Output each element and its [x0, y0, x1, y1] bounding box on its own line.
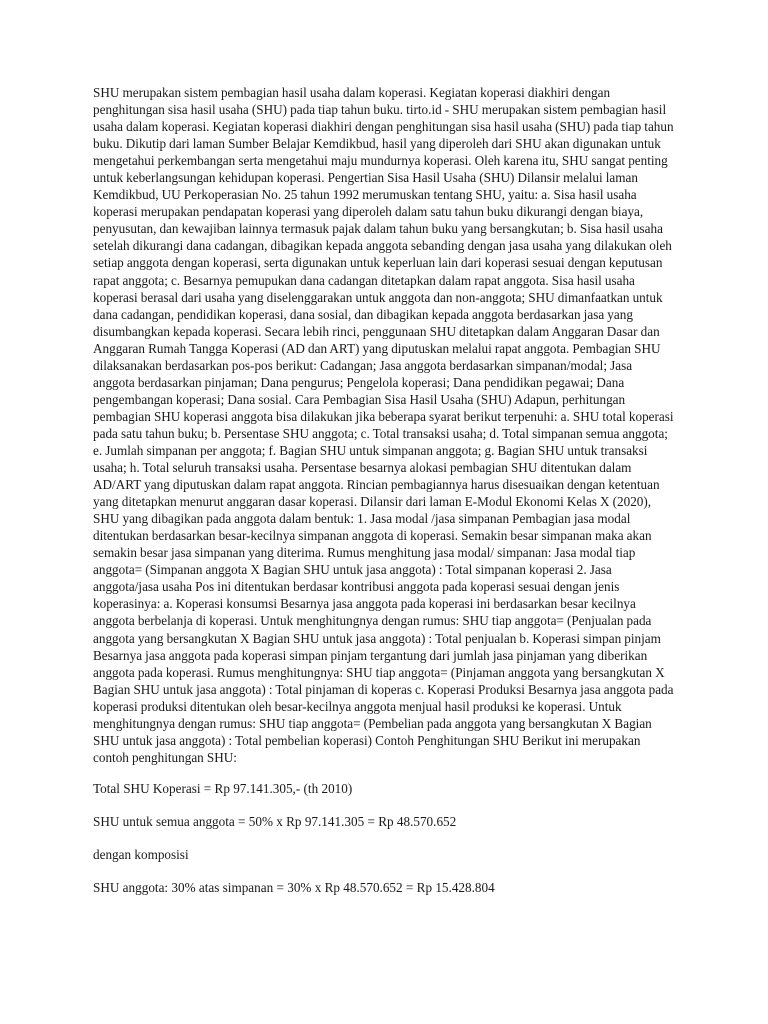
calc-shu-semua-anggota: SHU untuk semua anggota = 50% x Rp 97.141.305 = Rp 48.570.652: [93, 813, 457, 829]
body-paragraph: SHU merupakan sistem pembagian hasil usaha dalam koperasi. Kegiatan koperasi diakhiri dengan penghitungan sisa hasil usaha (SHU) pada tiap tahun buku. tirto.id - SHU merupakan sistem pembagian hasil usaha dalam koperasi. Kegiatan koperasi diakhiri dengan penghitungan sisa hasil usaha (SHU) pada tiap tahun buku. Dikutip dari laman Sumber Belajar Kemdikbud, hasil yang diperoleh dari SHU akan digunakan untuk mengetahui perkembangan serta mengetahui maju mundurnya koperasi. Oleh karena itu, SHU sangat penting untuk keberlangsungan kehidupan koperasi. Pengertian Sisa Hasil Usaha (SHU) Dilansir melalui laman Kemdikbud, UU Perkoperasian No. 25 tahun 1992 merumuskan tentang SHU, yaitu: a. Sisa hasil usaha koperasi merupakan pendapatan koperasi yang diperoleh dalam satu tahun buku dikurangi dengan biaya, penyusutan, dan kewajiban lainnya termasuk pajak dalam tahun buku yang bersangkutan; b. Sisa hasil usaha setelah dikurangi dana cadangan, dibagikan kepada anggota sebanding dengan jasa usaha yang dilakukan oleh setiap anggota dengan koperasi, serta digunakan untuk keperluan lain dari koperasi sesuai dengan keputusan rapat anggota; c. Besarnya pemupukan dana cadangan ditetapkan dalam rapat anggota. Sisa hasil usaha koperasi berasal dari usaha yang diselenggarakan untuk anggota dan non-anggota; SHU dimanfaatkan untuk dana cadangan, pendidikan koperasi, dana sosial, dan dibagikan kepada anggota berdasarkan jasa yang disumbangkan kepada koperasi. Secara lebih rinci, penggunaan SHU ditetapkan dalam Anggaran Dasar dan Anggaran Rumah Tangga Koperasi (AD dan ART) yang diputuskan melalui rapat anggota. Pembagian SHU dilaksanakan berdasarkan pos-pos berikut: Cadangan; Jasa anggota berdasarkan simpanan/modal; Jasa anggota berdasarkan pinjaman; Dana pengurus; Pengelola koperasi; Dana pendidikan pegawai; Dana pengembangan koperasi; Dana sosial. Cara Pembagian Sisa Hasil Usaha (SHU) Adapun, perhitungan pembagian SHU koperasi anggota bisa dilakukan jika beberapa syarat berikut terpenuhi: a. SHU total koperasi pada satu tahun buku; b. Persentase SHU anggota; c. Total transaksi usaha; d. Total simpanan semua anggota; e. Jumlah simpanan per anggota; f. Bagian SHU untuk simpanan anggota; g. Bagian SHU untuk transaksi usaha; h. Total seluruh transaksi usaha. Persentase besarnya alokasi pembagian SHU ditentukan dalam AD/ART yang diputuskan dalam rapat anggota. Rincian pembagiannya harus disesuaikan dengan ketentuan yang ditetapkan menurut anggaran dasar koperasi. Dilansir dari laman E-Modul Ekonomi Kelas X (2020), SHU yang dibagikan pada anggota dalam bentuk: 1. Jasa modal /jasa simpanan Pembagian jasa modal ditentukan berdasarkan besar-kecilnya simpanan anggota di koperasi. Semakin besar simpanan maka akan semakin besar jasa simpanan yang diterima. Rumus menghitung jasa modal/ simpanan: Jasa modal tiap anggota= (Simpanan anggota X Bagian SHU untuk jasa anggota) : Total simpanan koperasi 2. Jasa anggota/jasa usaha Pos ini ditentukan berdasar kontribusi anggota pada koperasi sesuai dengan jenis koperasinya: a. Koperasi konsumsi Besarnya jasa anggota pada koperasi ini berdasarkan besar kecilnya anggota berbelanja di koperasi. Untuk menghitungnya dengan rumus: SHU tiap anggota= (Penjualan pada anggota yang bersangkutan X Bagian SHU untuk jasa anggota) : Total penjualan b. Koperasi simpan pinjam Besarnya jasa anggota pada koperasi simpan pinjam tergantung dari jumlah jasa pinjaman yang diberikan anggota pada koperasi. Rumus menghitungnya: SHU tiap anggota= (Pinjaman anggota yang bersangkutan X Bagian SHU untuk jasa anggota) : Total pinjaman di koperas c. Koperasi Produksi Besarnya jasa anggota pada koperasi produksi ditentukan oleh besar-kecilnya anggota menjual hasil produksi ke koperasi. Untuk menghitungnya dengan rumus: SHU tiap anggota= (Pembelian pada anggota yang bersangkutan X Bagian SHU untuk jasa anggota) : Total pembelian koperasi) Contoh Penghitungan SHU Berikut ini merupakan contoh penghitungan SHU:: [93, 85, 674, 765]
calc-shu-anggota: SHU anggota: 30% atas simpanan = 30% x Rp 48.570.652 = Rp 15.428.804: [93, 880, 495, 896]
document-page: [93, 84, 675, 896]
calc-total-shu: Total SHU Koperasi = Rp 97.141.305,- (th 2010): [93, 780, 353, 796]
calc-komposisi: dengan komposisi: [93, 846, 189, 862]
